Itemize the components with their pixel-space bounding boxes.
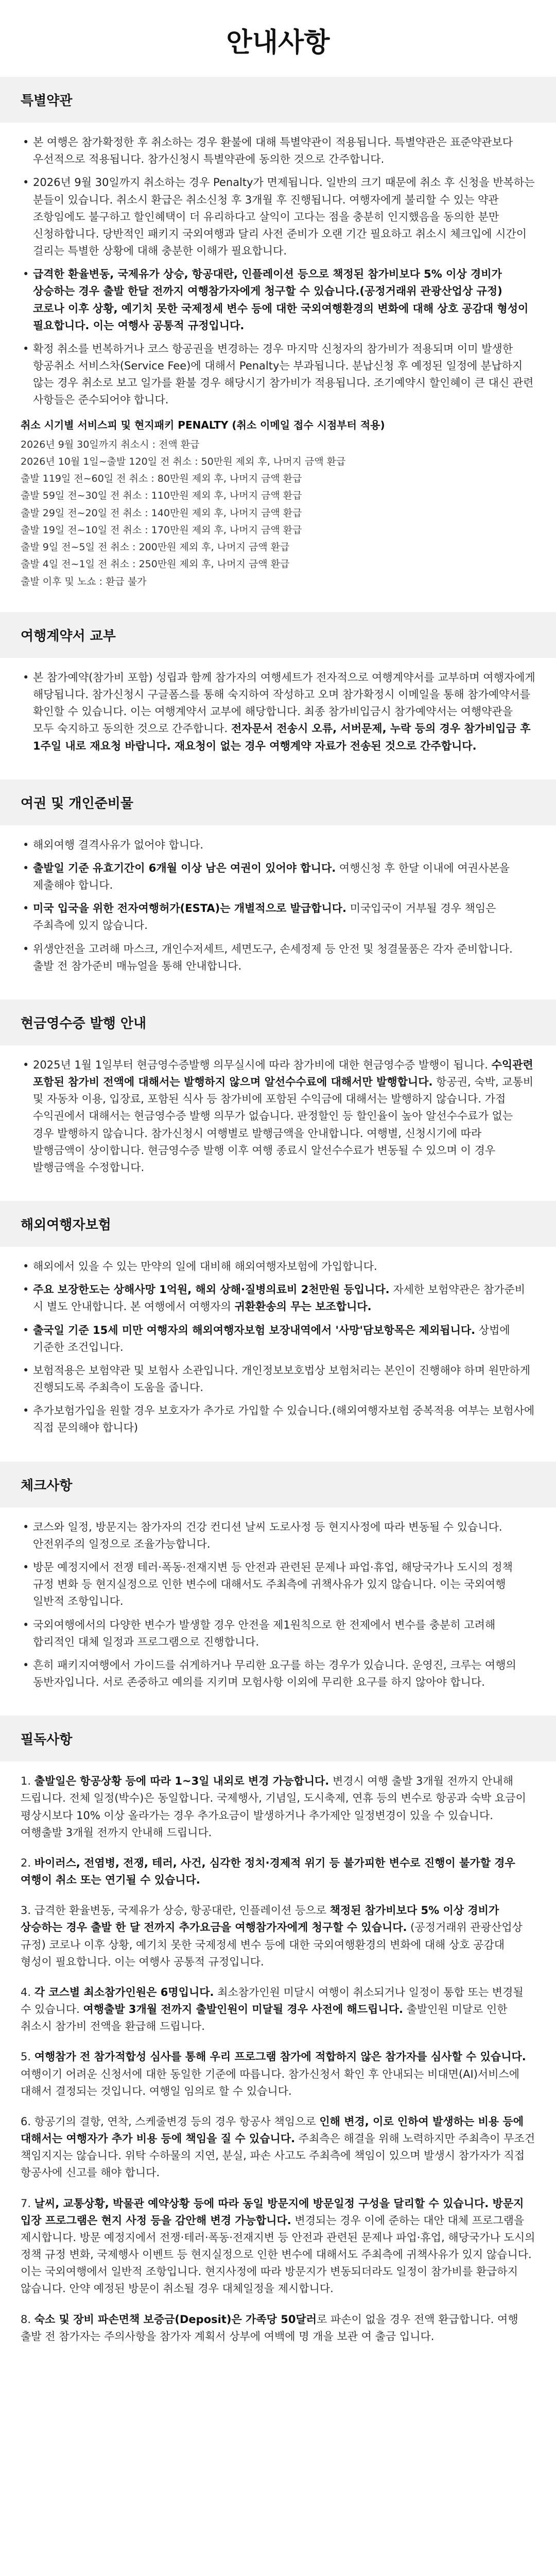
bold-text: 출발일 기준 유효기간이 6개월 이상 남은 여권이 있어야 합니다. <box>33 861 336 874</box>
text: 항공권, 숙박, 교통비 및 자동차 이용, 입장료, 포함된 식사 등 참가비에 포함된 수익금에 대해서는 발행하지 않습니다. 가접 수익권에서 대해서는 현금영수증 발행 의무가 없습니다. 판정할인 등 할인율이 높아 알선수수료가 없는 경우 발행하지 않습니다. 참가신청시 여행별로 발행금액을 안내합니다. 여행별, 신청시기에 따라 발행금액이 상이합니다. 현금영수증 발행 이후 여행 종료시 알선수수료가 변동될 수 있으며 이 경우 발행금액을 수정합니다. <box>33 1076 534 1174</box>
list-item <box>21 837 535 854</box>
list-item <box>21 1258 535 1275</box>
text: 코스와 일정, 방문지는 참가자의 건강 컨디션 날씨 도로사정 등 현지사정에 따라 변동될 수 있습니다. 안전위주의 일정으로 조율가능합니다. <box>33 1520 502 1550</box>
numbered-item <box>21 2311 535 2345</box>
penalty-table <box>21 416 535 590</box>
bold-text: 인해 변경, 이로 인하여 발생하는 비용 등에 대해서는 여행자가 추가 비용 등에 책임을 질 수 있습니다. <box>21 2115 524 2145</box>
numbered-item <box>21 1984 535 2036</box>
text: 2025년 1월 1일부터 현금영수증발행 의무실시에 따라 참가비에 대한 현금영수증 발행이 됩니다. <box>33 1058 492 1071</box>
text: 6. 항공기의 결항, 연착, 스케줄변경 등의 경우 항공사 책임으로 <box>21 2115 320 2128</box>
section-passport <box>21 825 535 999</box>
penalty-line: 출발 29일 전~20일 전 취소 : 140만원 제외 후, 나머지 금액 환급 <box>21 507 302 519</box>
bold-text: 여행참가 전 참가적합성 심사를 통해 우리 프로그램 참가에 적합하지 않은 참가자를 심사할 수 있습니다. <box>34 2050 526 2063</box>
text: 흔히 패키지여행에서 가이드를 쉬게하거나 무리한 요구를 하는 경우가 있습니다. 운영진, 크루는 여행의 동반자입니다. 서로 존중하고 예의를 지키며 모험사항 이외에 무리한 요구를 하지 않아야 합니다. <box>33 1658 516 1689</box>
text: 방문 예정지에서 전쟁 테러·폭동·전재지변 등 안전과 관련된 문제나 파업·휴업, 해당국가나 도시의 정책 규정 변화 등 현지실정으로 인한 변수에 대해서도 주최측에 귀책사유가 있지 않습니다. 이는 국외여행 일반적 조항입니다. <box>33 1561 513 1608</box>
penalty-line: 출발 4일 전~1일 전 취소 : 250만원 제외 후, 나머지 금액 환급 <box>21 558 290 570</box>
section-cash-receipt <box>21 1045 535 1201</box>
penalty-line: 출발 이후 및 노쇼 : 환급 불가 <box>21 575 147 587</box>
penalty-line: 출발 59일 전~30일 전 취소 : 110만원 제외 후, 나머지 금액 환급 <box>21 490 302 502</box>
list-item <box>21 860 535 894</box>
numbered-item <box>21 1902 535 1971</box>
text: 로 파손이 없을 경우 전액 환급합니다. 여행 출발 전 참가자는 주의사항을 참가자 계획서 상부에 여백에 명 개을 보관 여 출금 입니다. <box>21 2313 518 2343</box>
text: 국외여행에서의 다양한 변수가 발생할 경우 안전을 제1원칙으로 한 전제에서 변수를 충분히 고려해 합리적인 대체 일정과 프로그램으로 진행합니다. <box>33 1618 496 1648</box>
text: 변경되는 경우 이에 준하는 대안 대체 프로그램을 제시합니다. 방문 예정지에서 전쟁·테러·폭동·전재지변 등 안전과 관련된 문제나 파업·휴업, 해당국가나 도시의 정책 규정 변화, 국제행사 이벤트 등 현지실정으로 인한 변수에 대해서도 주최측에 귀책사유가 있지 않습니다. 이는 국외여행에서 일반적 조항입니다. 현지사정에 따라 방문지가 변동되더라도 일정이 참가비를 환급하지 않습니다. 안약 예정된 방문이 취소될 경우 대체일정을 제시합니다. <box>21 2214 535 2295</box>
text: 추가보험가입을 원할 경우 보호자가 추가로 가입할 수 있습니다.(해외여행자보험 중복적용 여부는 보험사에 직접 문의해야 합니다) <box>33 1404 535 1434</box>
text: 확정 취소를 번복하거나 코스 항공권을 변경하는 경우 마지막 신청자의 참가비가 적용되며 이미 발생한 항공취소 서비스차(Service Fee)에 대해서 Penalty는 부과됩니다. 분납신청 후 예정된 일정에 분납하지 않는 경우 취소로 보고 일가를 환불 경우 해당시기 참가비가 적용됩니다. 조기예약시 할인혜이 큰 대신 관련 사항들은 준수되어야 합니다. <box>33 342 534 406</box>
bold-text: 책정된 참가비보다 5% 이상 경비가 상승하는 경우 출발 한 달 전까지 추가요금을 여행참가자에게 청구할 수 있습니다. <box>21 1904 499 1934</box>
text: 2. <box>21 1856 34 1869</box>
list-item <box>21 1281 535 1315</box>
section-must-read <box>21 1761 535 2377</box>
bold-text: 전자문서 전송시 오류, 서버문제, 누락 등의 경우 참가비입금 후 1주일 내로 재요청 바랍니다. 재요청이 없는 경우 여행계약 자료가 전송된 것으로 간주합니다. <box>33 722 531 752</box>
list-item <box>21 669 535 755</box>
bold-text: 수익관련 포함된 참가비 전액에 대해서는 발행하지 않으며 알선수수료에 대해서만 발행합니다. <box>33 1058 533 1089</box>
numbered-item <box>21 2195 535 2298</box>
text: 1. <box>21 1775 34 1788</box>
section-heading-special-terms: 특별약관 <box>0 77 556 123</box>
numbered-item <box>21 1855 535 1889</box>
bold-text: 날씨, 교통상황, 박물관 예약상황 등에 따라 동일 방문지에 방문일정 구성을 달리할 수 있습니다. 방문지 입장 프로그램은 현지 사정 등을 감안해 변경 가능합니다. <box>21 2197 524 2227</box>
bold-text: 숙소 및 장비 파손면책 보증금(Deposit)은 가족당 50달러 <box>34 2313 317 2326</box>
list-item <box>21 134 535 168</box>
bold-text: 급격한 환율변동, 국제유가 상승, 항공대란, 인플레이션 등으로 책정된 참가비보다 5% 이상 경비가 상승하는 경우 출발 한달 전까지 여행참가자에게 청구할 수 있습니다.(공정거래위 관광산업상 규정) 코로나 이후 상황, 예기치 못한 국제정세 변수 등에 대한 국외여행환경의 변화에 대해 상호 공감대 형성이 필요합니다. 이는 여행사 공통적 규정입니다. <box>33 268 529 332</box>
bold-text: 주요 보장한도는 상해사망 1억원, 해외 상해·질병의료비 2천만원 등입니다. <box>33 1283 390 1296</box>
text: 상법에 기준한 조건입니다. <box>33 1324 510 1353</box>
text: 2026년 9월 30일까지 취소하는 경우 Penalty가 면제됩니다. 일반의 크기 때문에 취소 후 신청을 반복하는 분들이 있습니다. 취소시 환급은 취소신청 후 3개월 후 진행됩니다. 여행자에게 불리할 수 있는 약관 조항임에도 불구하고 할인혜택이 더 유리하다고 살익이 고다는 점을 충분히 인지했음을 동의한 분만 신청하합니다. 당반적인 패키지 국외여행과 달리 사전 준비가 오랜 기간 필요하고 취소시 체크입에 시간이 걸리는 특별한 상황에 대해 충분한 이해가 필요합니다. <box>33 176 535 258</box>
list-item <box>21 341 535 409</box>
bold-text: 출발일은 항공상황 등에 따라 1~3일 내외로 변경 가능합니다. <box>34 1775 329 1788</box>
section-insurance <box>21 1247 535 1462</box>
penalty-line: 출발 119일 전~60일 전 취소 : 80만원 제외 후, 나머지 금액 환급 <box>21 473 302 485</box>
text: 최소참가인원 미달시 여행이 취소되거나 일정이 통합 또는 변경될 수 있습니다. <box>21 1986 524 2016</box>
section-heading-must-read: 필독사항 <box>0 1716 556 1761</box>
penalty-line: 출발 19일 전~10일 전 취소 : 170만원 제외 후, 나머지 금액 환급 <box>21 524 302 536</box>
text: 해외에서 있을 수 있는 만약의 일에 대비해 해외여행자보험에 가입합니다. <box>33 1260 377 1273</box>
text: 변경시 여행 출발 3개월 전까지 안내해 드립니다. 전체 일정(박수)은 동일합니다. 국제행사, 기념일, 도시축제, 연휴 등의 변수로 항공과 숙박 요금이 평상시보다 10% 이상 올라가는 경우 추가요금이 발생하거나 추가제안 일정변경이 있을 수 있습니다. 여행출발 3개월 전까지 안내해 드립니다. <box>21 1775 526 1839</box>
text: 본 참가예약(참가비 포함) 성립과 함께 참가자의 여행세트가 전자적으로 여행계약서를 교부하며 여행자에게 해당됩니다. 참가신청시 구글폼스를 통해 숙지하여 작성하고 오며 참가확정시 이메일을 통해 참가예약서를 확인할 수 있습니다. 이는 여행계약서 교부에 해당합니다. 최종 참가비입금시 참가예약서는 여행약관을 모두 숙지하고 동의한 것으로 간주합니다. <box>33 671 535 735</box>
section-heading-passport: 여권 및 개인준비물 <box>0 779 556 825</box>
text: 여행이기 어려운 신청서에 대한 동일한 기준에 따릅니다. 참가신청서 확인 후 안내되는 비대면(AI)서비스에 대해서 결정되는 것입니다. 여행일 임의로 할 수 있습니다. <box>21 2067 520 2097</box>
numbered-item <box>21 2048 535 2100</box>
text: 자세한 보험약관은 참가준비 시 별도 안내합니다. 본 여행에서 여행자의 <box>33 1283 526 1313</box>
text: (공정거래위 관광산업상 규정) 코로나 이후 상황, 예기치 못한 국제정세 변수 등에 대한 국외여행환경의 변화에 대해 상호 공감대 형성이 필요합니다. 이는 여행사 공통적 규정입니다. <box>21 1921 523 1968</box>
list-item <box>21 900 535 934</box>
section-heading-check: 체크사항 <box>0 1462 556 1507</box>
list-item <box>21 1617 535 1651</box>
penalty-line: 2026년 10월 1일~출발 120일 전 취소 : 50만원 제외 후, 나머지 금액 환급 <box>21 455 346 467</box>
list-item <box>21 266 535 334</box>
section-special-terms <box>21 123 535 612</box>
list-item <box>21 1657 535 1691</box>
page-title: 안내사항 <box>226 27 330 58</box>
text: 출발인원 미달로 인한 취소시 참가비 전액을 환급해 드립니다. <box>21 2003 508 2033</box>
text: 8. <box>21 2313 34 2326</box>
text: 위생안전을 고려해 마스크, 개인수저세트, 세면도구, 손세정제 등 안전 및 청결물품은 각자 준비합니다. 출발 전 참가준비 매뉴얼을 통해 안내합니다. <box>33 942 513 972</box>
penalty-line: 2026년 9월 30일까지 취소시 : 전액 환급 <box>21 438 200 450</box>
bold-text: 여행출발 3개월 전까지 출발인원이 미달될 경우 사전에 해드립니다. <box>83 2003 403 2016</box>
bold-text: 귀환환송의 무는 보조합니다. <box>234 1300 372 1313</box>
penalty-line: 출발 9일 전~5일 전 취소 : 200만원 제외 후, 나머지 금액 환급 <box>21 541 290 553</box>
list-item <box>21 941 535 975</box>
section-check <box>21 1507 535 1716</box>
list-item <box>21 1057 535 1176</box>
text: 보험적용은 보험약관 및 보험사 소관입니다. 개인정보보호법상 보험처리는 본인이 진행해야 하며 원만하게 진행되도록 주최측이 도움을 줍니다. <box>33 1364 531 1394</box>
text: 해외여행 결격사유가 없어야 합니다. <box>33 838 203 851</box>
bold-text: 미국 입국을 위한 전자여행허가(ESTA)는 개별적으로 발급합니다. <box>33 902 347 915</box>
text: 본 여행은 참가확정한 후 취소하는 경우 환불에 대해 특별약관이 적용됩니다. 특별약관은 표준약관보다 우선적으로 적용됩니다. 참가신청시 특별약관에 동의한 것으로 간주합니다. <box>33 136 513 166</box>
list-item <box>21 174 535 260</box>
text: 3. 급격한 환율변동, 국제유가 상승, 항공대란, 인플레이션 등으로 <box>21 1904 330 1917</box>
numbered-item <box>21 1773 535 1841</box>
section-travel-contract <box>21 658 535 779</box>
text: 5. <box>21 2050 34 2063</box>
text: 여행신청 후 한달 이내에 여권사본을 제출해야 합니다. <box>33 861 510 892</box>
section-heading-insurance: 해외여행자보험 <box>0 1201 556 1247</box>
penalty-title: 취소 시기별 서비스피 및 현지패키 PENALTY (취소 이메일 접수 시점부터 적용) <box>21 418 385 431</box>
list-item <box>21 1559 535 1611</box>
bold-text: 바이러스, 전염병, 전쟁, 테러, 사건, 심각한 정치·경제적 위기 등 불가피한 변수로 진행이 불가할 경우 여행이 취소 또는 연기될 수 있습니다. <box>21 1856 515 1887</box>
text: 4. <box>21 1986 34 1998</box>
list-item <box>21 1362 535 1396</box>
list-item <box>21 1402 535 1436</box>
bold-text: 출국일 기준 15세 미만 여행자의 해외여행자보험 보장내역에서 '사망'담보항목은 제외됩니다. <box>33 1324 476 1336</box>
list-item <box>21 1322 535 1356</box>
text: 7. <box>21 2197 34 2210</box>
section-heading-cash-receipt: 현금영수증 발행 안내 <box>0 999 556 1045</box>
bold-text: 각 코스별 최소참가인원은 6명입니다. <box>34 1986 214 1998</box>
list-item <box>21 1519 535 1553</box>
section-heading-travel-contract: 여행계약서 교부 <box>0 612 556 658</box>
numbered-item <box>21 2113 535 2182</box>
text: 미국입국이 거부될 경우 책임은 주최측에 있지 않습니다. <box>33 902 496 932</box>
text: 주최측은 해결을 위해 노력하지만 주최측이 무조건 책임지지는 않습니다. 위탁 수하물의 지연, 분실, 파손 사고도 주최측에 책임이 있으며 발생시 참가자가 직접 항공사에 신고를 해야 합니다. <box>21 2132 535 2179</box>
